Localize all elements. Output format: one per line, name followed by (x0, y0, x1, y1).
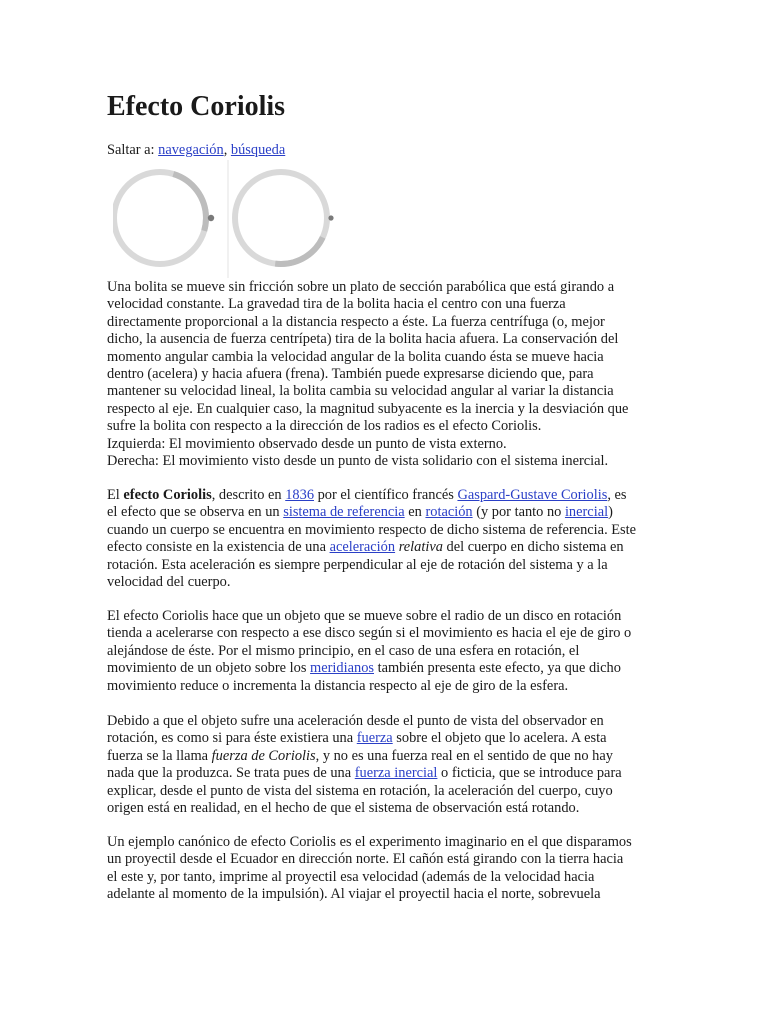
jump-separator: , (223, 142, 231, 158)
text-run: efecto consiste en la existencia de una (107, 539, 330, 556)
text-run: del cuerpo en dicho sistema en (442, 539, 624, 556)
paragraph-coriolis-force (107, 713, 663, 817)
paragraph-line (107, 539, 663, 556)
text-run: , y no es una fuerza real en el sentido de que no hay (315, 747, 613, 764)
link-fuerza[interactable]: fuerza (356, 730, 393, 747)
paragraph-projectile-example (107, 834, 663, 904)
paragraph-line: un proyectil desde el Ecuador en dirección norte. El cañón está girando con la tierra hacia (107, 851, 624, 868)
text-run: por el científico francés (314, 487, 458, 503)
text-run: El (107, 487, 124, 503)
paragraph-line (107, 730, 663, 747)
caption-line: Derecha: El movimiento visto desde un punto de vista solidario con el sistema inercial. (107, 453, 609, 470)
jump-links (107, 141, 285, 159)
bold-term: efecto Coriolis (123, 487, 212, 503)
paragraph-line: explicar, desde el punto de vista del sistema en rotación, la aceleración del cuerpo, cuyo (107, 782, 613, 799)
paragraph-line: rotación. Esta aceleración es siempre perpendicular al eje de rotación del sistema y a la (107, 556, 608, 573)
paragraph-line: Debido a que el objeto sufre una aceleración desde el punto de vista del observador en (107, 713, 604, 729)
paragraph-line: velocidad del cuerpo. (107, 574, 231, 591)
text-run: (y por tanto no (472, 504, 565, 521)
jump-prefix: Saltar a: (107, 142, 159, 158)
link-meridianos[interactable]: meridianos (310, 660, 374, 677)
text-run: en (404, 504, 426, 521)
page-title: Efecto Coriolis (107, 91, 286, 122)
caption-line: velocidad constante. La gravedad tira de la bolita hacia el centro con una fuerza (107, 296, 566, 313)
paragraph-line (107, 487, 663, 504)
text-run: fuerza se la llama (107, 747, 212, 764)
paragraph-line (107, 660, 663, 677)
left-ball (208, 215, 214, 221)
paragraph-line: el este y, por tanto, imprime al proyectil esa velocidad (además de la velocidad hacia (107, 868, 595, 885)
paragraph-line: tienda a acelerarse con respecto a ese disco según si el movimiento es hacia el eje de giro o (107, 625, 632, 642)
paragraph-line: origen está en realidad, en el hecho de que el sistema de observación está rotando. (107, 800, 580, 817)
text-run: o ficticia, que se introduce para (437, 765, 622, 782)
coriolis-discs-illustration (113, 160, 353, 280)
paragraph-line: El efecto Coriolis hace que un objeto que se mueve sobre el radio de un disco en rotación (107, 608, 622, 624)
paragraph-disc-rotation (107, 608, 663, 695)
link-gaspard-gustave-coriolis[interactable]: Gaspard-Gustave Coriolis (457, 487, 608, 503)
paragraph-line: cuando un cuerpo se encuentra en movimiento respecto de dicho sistema de referencia. Este (107, 521, 637, 538)
caption-line: momento angular cambia la velocidad angular de la bolita cuando ésta se mueve hacia (107, 348, 604, 365)
text-run: sobre el objeto que lo acelera. A esta (392, 730, 607, 747)
caption-line: sufre la bolita con respecto a la dirección de los radios es el efecto Coriolis. (107, 418, 542, 435)
text-run: nada que la produzca. Se trata pues de una (107, 765, 355, 782)
paragraph-line (107, 765, 663, 782)
link-fuerza-inercial[interactable]: fuerza inercial (354, 765, 438, 782)
coriolis-animation-figure (113, 160, 353, 280)
link-sistema-de-referencia[interactable]: sistema de referencia (283, 504, 405, 521)
caption-line: Izquierda: El movimiento observado desde un punto de vista externo. (107, 435, 507, 452)
paragraph-definition (107, 487, 663, 591)
caption-line: mantener su velocidad lineal, la bolita cambia su velocidad angular al variar la distancia (107, 383, 614, 400)
caption-line: directamente proporcional a la distancia respecto a éste. La fuerza centrífuga (o, mejor (107, 313, 605, 330)
navigation-link[interactable]: navegación (158, 142, 224, 158)
text-run: , descrito en (211, 487, 286, 503)
caption-line: Una bolita se mueve sin fricción sobre un plato de sección parabólica que está girando a (107, 279, 615, 295)
link-1836[interactable]: 1836 (285, 487, 315, 503)
paragraph-line: alejándose de éste. Por el mismo principio, en el caso de una esfera en rotación, el (107, 642, 580, 659)
text-run: , es (607, 487, 627, 503)
text-run: rotación, es como si para éste existiera una (107, 730, 357, 747)
link-aceleracion[interactable]: aceleración (329, 539, 396, 556)
search-link[interactable]: búsqueda (230, 142, 286, 158)
right-disc (235, 172, 334, 264)
text-run: ) (608, 504, 613, 521)
italic-term: fuerza de Coriolis (211, 747, 316, 764)
caption-line: dentro (acelera) y hacia afuera (frena). También puede expresarse diciendo que, para (107, 366, 594, 383)
caption-line: dicho, la ausencia de fuerza centrípeta) tira de la bolita hacia afuera. La conservación del (107, 331, 619, 348)
right-ball (328, 215, 333, 220)
figure-caption (107, 279, 663, 470)
text-run: también presenta este efecto, ya que dicho (374, 660, 621, 677)
left-disc (114, 172, 214, 264)
paragraph-line (107, 504, 663, 521)
link-inercial[interactable]: inercial (564, 504, 609, 521)
caption-line: respecto al eje. En cualquier caso, la magnitud subyacente es la inercia y la desviación que (107, 400, 629, 417)
text-run: el efecto que se observa en un (107, 504, 284, 521)
paragraph-line: movimiento reduce o incrementa la distancia respecto al eje de giro de la esfera. (107, 677, 569, 694)
paragraph-line: Un ejemplo canónico de efecto Coriolis es el experimento imaginario en el que disparamos (107, 834, 632, 850)
paragraph-line (107, 748, 663, 765)
italic-term: relativa (398, 539, 443, 556)
link-rotacion[interactable]: rotación (425, 504, 473, 521)
paragraph-line: adelante al momento de la impulsión). Al viajar el proyectil hacia el norte, sobrevuela (107, 886, 601, 903)
text-run: movimiento de un objeto sobre los (107, 660, 311, 677)
